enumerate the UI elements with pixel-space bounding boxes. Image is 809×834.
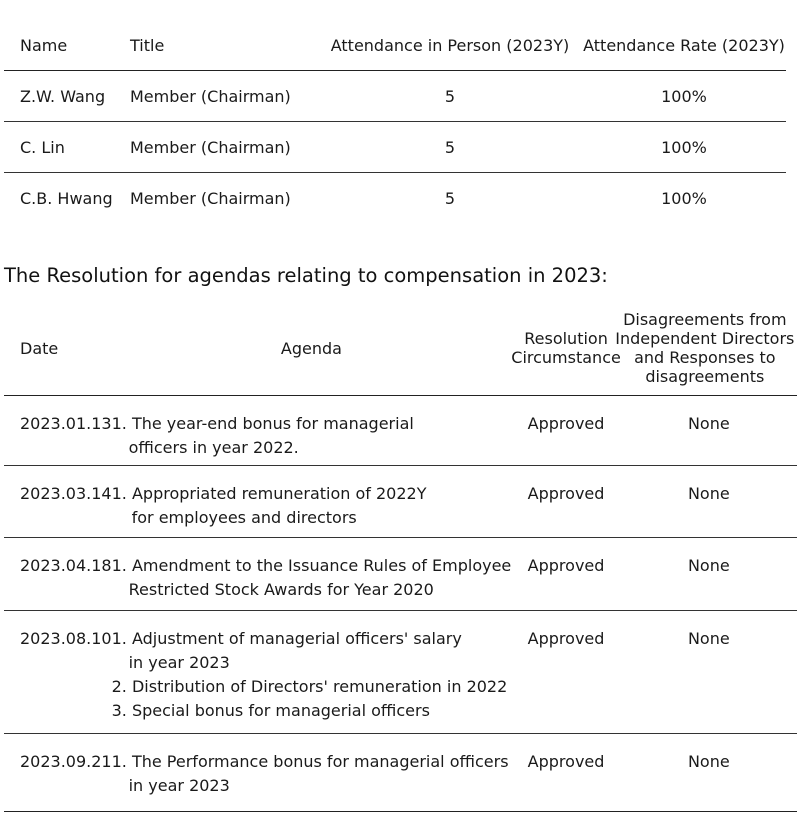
header-attendance: Attendance in Person (2023Y): [318, 20, 582, 71]
header-agenda: Agenda: [112, 301, 512, 396]
member-name: C.B. Hwang: [4, 173, 130, 224]
table-row: [4, 122, 786, 173]
resolution-status: Approved: [511, 538, 621, 611]
member-rate: 100%: [582, 173, 786, 224]
table-row: [4, 396, 797, 466]
resolution-status: Approved: [511, 611, 621, 734]
header-rate: Attendance Rate (2023Y): [582, 20, 786, 71]
table-row: [4, 173, 786, 224]
resolution-date: 2023.03.14: [4, 466, 112, 538]
header-resolution: [511, 301, 621, 396]
table-row: [4, 611, 797, 734]
agenda-line: 1. The year-end bonus for managerial: [111, 414, 414, 433]
header-disagreements-line: Independent Directors: [615, 329, 795, 348]
agenda-line: 1. The Performance bonus for managerial officers: [111, 752, 509, 771]
member-attendance: 5: [444, 86, 456, 106]
member-attendance: 5: [318, 122, 582, 173]
resolution-agenda: [112, 538, 512, 611]
resolution-date: 2023.04.18: [4, 538, 112, 611]
member-title: Member (Chairman): [130, 86, 291, 106]
agenda-line: officers in year 2022.: [128, 438, 299, 457]
header-date: Date: [4, 301, 112, 396]
header-resolution-line: Resolution: [524, 329, 608, 348]
header-disagreements-line: disagreements: [645, 367, 765, 386]
agenda-line: in year 2023: [128, 776, 230, 795]
resolution-date: 2023.08.10: [4, 611, 112, 734]
agenda-line: 1. Amendment to the Issuance Rules of Employee: [111, 556, 512, 575]
section-title: The Resolution for agendas relating to compensation in 2023:: [4, 264, 608, 287]
resolution-date: 2023.09.21: [4, 734, 112, 812]
header-disagreements-line: and Responses to: [634, 348, 776, 367]
member-title: Member (Chairman): [130, 173, 318, 224]
resolutions-table: [4, 301, 797, 812]
resolution-disagreements: None: [621, 734, 797, 812]
resolutions-header-row: [4, 301, 797, 396]
resolution-status: Approved: [511, 734, 621, 812]
resolution-agenda: [112, 466, 512, 538]
resolution-disagreements: None: [621, 538, 797, 611]
resolution-agenda: [112, 734, 512, 812]
table-row: [4, 466, 797, 538]
attendance-header-row: [4, 20, 786, 71]
header-disagreements-line: Disagreements from: [623, 310, 787, 329]
table-row: [4, 538, 797, 611]
header-resolution-line: Circumstance: [511, 348, 621, 367]
header-disagreements: [615, 301, 797, 396]
resolution-disagreements: None: [621, 396, 797, 466]
agenda-line: 2. Distribution of Directors' remuneration in 2022: [111, 677, 508, 696]
resolution-agenda: [112, 611, 512, 734]
resolution-status: Approved: [511, 466, 621, 538]
table-row: [4, 734, 797, 812]
member-rate: 100%: [661, 86, 707, 106]
attendance-table: [4, 20, 786, 223]
member-name: C. Lin: [4, 122, 130, 173]
agenda-line: 1. Adjustment of managerial officers' salary: [111, 629, 462, 648]
table-row: [4, 71, 786, 122]
member-name: Z.W. Wang: [20, 86, 106, 106]
resolution-agenda: [112, 396, 512, 466]
header-disagreements-text: [613, 310, 797, 386]
member-attendance: 5: [318, 173, 582, 224]
resolution-date: 2023.01.13: [4, 396, 112, 466]
resolution-disagreements: None: [621, 466, 797, 538]
member-title: Member (Chairman): [130, 122, 318, 173]
resolution-status: Approved: [511, 396, 621, 466]
header-name: Name: [4, 20, 130, 71]
member-rate: 100%: [582, 122, 786, 173]
agenda-line: for employees and directors: [131, 508, 357, 527]
resolution-disagreements: None: [621, 611, 797, 734]
header-title: Title: [130, 20, 318, 71]
agenda-line: Restricted Stock Awards for Year 2020: [128, 580, 434, 599]
agenda-line: 1. Appropriated remuneration of 2022Y: [111, 484, 427, 503]
agenda-line: 3. Special bonus for managerial officers: [111, 701, 430, 720]
agenda-line: in year 2023: [128, 653, 230, 672]
